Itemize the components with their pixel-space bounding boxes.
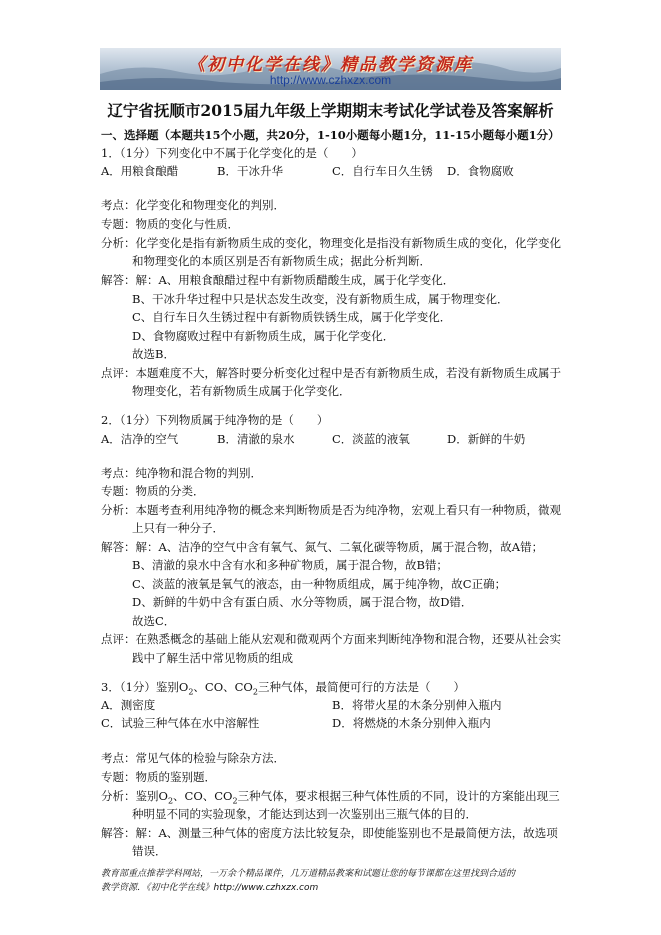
q2-stem: 2．（1分）下列物质属于纯净物的是（ ） — [101, 413, 329, 427]
q1-stem: 1．（1分）下列变化中不属于化学变化的是（ ） — [101, 146, 363, 160]
q1-option-a: A．用粮食酿醋 — [101, 164, 179, 178]
q3-stem: 3．（1分）鉴别$O_2$、CO、$CO_2$三种气体，最简便可行的方法是（ ） — [101, 680, 465, 697]
q1-option-b: B．干冰升华 — [217, 164, 283, 178]
q2-option-b: B．清澈的泉水 — [217, 432, 295, 446]
q3-jieda-line: 错误． — [132, 844, 167, 858]
q2-zhuanti: 专题：物质的分类． — [101, 484, 205, 498]
q2-dianping-line: 点评：在熟悉概念的基础上能从宏观和微观两个方面来判断纯净物和混合物，还要从社会实 — [101, 632, 561, 646]
q3-fenxi-line: 种明显不同的实验现象，才能达到达到一次鉴别出三瓶气体的目的． — [132, 807, 477, 821]
q2-fenxi-line: 上只有一种分子． — [132, 521, 224, 535]
q2-kaodian: 考点：纯净物和混合物的判别． — [101, 466, 262, 480]
subscript: 2 — [232, 796, 238, 806]
q3-zhuanti: 专题：物质的鉴别题． — [101, 770, 216, 784]
section-heading: 一、选择题（本题共15个小题，共20分，1-10小题每小题1分，11-15小题每小题1分） — [101, 128, 560, 142]
q3-option-a: A．测密度 — [101, 698, 156, 712]
q1-dianping-line: 点评：本题难度不大，解答时要分析变化过程中是否有新物质生成，若没有新物质生成属于 — [101, 366, 561, 380]
footer-line: 教育部重点推荐学科网站，一万余个精品课件，几万道精品教案和试题让您的每节课都在这里找到合适的 — [101, 869, 516, 879]
q1-option-c: C．自行车日久生锈 — [332, 164, 433, 178]
q3-option-c: C．试验三种气体在水中溶解性 — [101, 716, 260, 730]
q2-jieda-line: D、新鲜的牛奶中含有蛋白质、水分等物质，属于混合物，故D错． — [132, 595, 473, 609]
q3-fenxi-line: 分析：鉴别$O_2$、CO、$CO_2$三种气体，要求根据三种气体性质的不同，设计的方案能出现三 — [101, 789, 560, 806]
q1-jieda-line: 解答：解：A、用粮食酿醋过程中有新物质醋酸生成，属于化学变化． — [101, 273, 455, 287]
q2-fenxi-line: 分析：本题考查利用纯净物的概念来判断物质是否为纯净物，宏观上看只有一种物质，微观 — [101, 503, 561, 517]
q1-zhuanti: 专题：物质的变化与性质． — [101, 217, 239, 231]
q1-option-d: D．食物腐败 — [447, 164, 514, 178]
banner-title: 《初中化学在线》精品教学资源库 — [188, 55, 473, 75]
q3-jieda-line: 解答：解：A、测量三种气体的密度方法比较复杂，即使能鉴别也不是最简便方法，故选项 — [101, 826, 558, 840]
q1-jieda-line: 故选B． — [132, 347, 175, 361]
q2-option-c: C．淡蓝的液氧 — [332, 432, 410, 446]
q2-dianping-line: 践中了解生活中常见物质的组成 — [132, 651, 293, 665]
q2-jieda-line: C、淡蓝的液氧是氧气的液态，由一种物质组成，属于纯净物，故C正确； — [132, 577, 507, 591]
q1-kaodian: 考点：化学变化和物理变化的判别． — [101, 198, 285, 212]
q3-option-d: D．将燃烧的木条分别伸入瓶内 — [332, 716, 491, 730]
q1-jieda-line: C、自行车日久生锈过程中有新物质铁锈生成，属于化学变化． — [132, 310, 452, 324]
q1-dianping-line: 物理变化，若有新物质生成属于化学变化． — [132, 384, 351, 398]
q2-option-d: D．新鲜的牛奶 — [447, 432, 526, 446]
q3-kaodian: 考点：常见气体的检验与除杂方法． — [101, 751, 285, 765]
q1-fenxi-line: 和物理变化的本质区别是否有新物质生成；据此分析判断． — [132, 254, 431, 268]
q2-jieda-line: B、清澈的泉水中含有水和多种矿物质，属于混合物，故B错； — [132, 558, 448, 572]
q2-jieda-line: 解答：解：A、洁净的空气中含有氧气、氮气、二氧化碳等物质，属于混合物，故A错； — [101, 540, 544, 554]
q1-fenxi-line: 分析：化学变化是指有新物质生成的变化，物理变化是指没有新物质生成的变化，化学变化 — [101, 236, 561, 250]
banner-url[interactable]: http://www.czhxzx.com — [269, 73, 392, 87]
subscript: 2 — [252, 687, 258, 697]
q1-jieda-line: D、食物腐败过程中有新物质生成，属于化学变化． — [132, 329, 395, 343]
q2-jieda-line: 故选C． — [132, 614, 176, 628]
header-banner — [100, 48, 561, 90]
subscript: 2 — [167, 796, 174, 806]
q3-option-b: B．将带火星的木条分别伸入瓶内 — [332, 698, 502, 712]
page-title: 辽宁省抚顺市2015届九年级上学期期末考试化学试卷及答案解析 — [107, 101, 554, 120]
q1-jieda-line: B、干冰升华过程中只是状态发生改变，没有新物质生成，属于物理变化． — [132, 292, 509, 306]
footer-line: 教学资源．《初中化学在线》http://www.czhxzx.com — [101, 883, 319, 893]
subscript: 2 — [188, 687, 194, 697]
q2-option-a: A．洁净的空气 — [101, 432, 179, 446]
